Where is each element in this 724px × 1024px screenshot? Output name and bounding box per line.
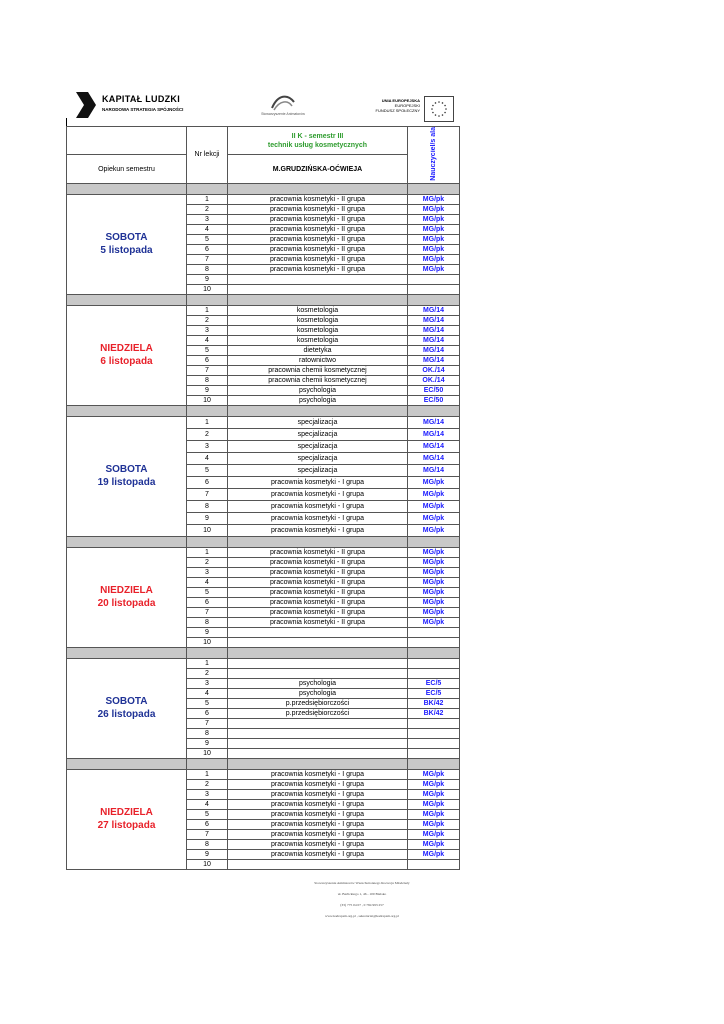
teacher-cell: EC/5 — [408, 678, 460, 688]
teacher-cell: MG/pk — [408, 567, 460, 577]
separator-cell — [228, 183, 408, 194]
day-date: 5 listopada — [100, 245, 153, 257]
day-separator — [67, 294, 460, 305]
separator-cell — [408, 647, 460, 658]
separator-cell — [67, 647, 187, 658]
teacher-cell: MG/14 — [408, 325, 460, 335]
subject-cell: pracownia kosmetyki - II grupa — [228, 194, 408, 204]
teacher-cell: MG/pk — [408, 839, 460, 849]
teacher-cell: BK/42 — [408, 698, 460, 708]
teacher-cell: MG/pk — [408, 819, 460, 829]
teacher-cell: MG/14 — [408, 452, 460, 464]
day-separator — [67, 183, 460, 194]
teacher-cell — [408, 274, 460, 284]
teacher-cell: MG/pk — [408, 264, 460, 274]
teacher-cell: EC/50 — [408, 395, 460, 405]
teacher-cell: EC/5 — [408, 688, 460, 698]
subject-cell: pracownia kosmetyki - I grupa — [228, 809, 408, 819]
subject-cell: pracownia kosmetyki - II grupa — [228, 567, 408, 577]
subject-cell: pracownia kosmetyki - II grupa — [228, 264, 408, 274]
teacher-cell: MG/14 — [408, 428, 460, 440]
lesson-number: 1 — [187, 658, 228, 668]
teacher-cell: MG/pk — [408, 224, 460, 234]
separator-cell — [228, 647, 408, 658]
subject-cell: pracownia kosmetyki - II grupa — [228, 244, 408, 254]
lesson-number: 6 — [187, 476, 228, 488]
separator-cell — [228, 758, 408, 769]
footer — [0, 878, 724, 922]
lesson-number: 3 — [187, 789, 228, 799]
table-row — [67, 547, 460, 557]
subject-cell — [228, 718, 408, 728]
subject-cell: pracownia kosmetyki - II grupa — [228, 214, 408, 224]
table-row — [67, 416, 460, 428]
lesson-number: 7 — [187, 607, 228, 617]
teacher-cell: MG/pk — [408, 799, 460, 809]
lesson-number: 10 — [187, 524, 228, 536]
subject-cell: pracownia kosmetyki - I grupa — [228, 849, 408, 859]
subject-cell: kosmetologia — [228, 315, 408, 325]
subject-cell: pracownia kosmetyki - II grupa — [228, 224, 408, 234]
teacher-cell — [408, 748, 460, 758]
lesson-number: 4 — [187, 224, 228, 234]
teacher-cell: MG/pk — [408, 557, 460, 567]
day-date: 19 listopada — [97, 477, 156, 489]
table-row — [67, 658, 460, 668]
teacher-cell: MG/pk — [408, 809, 460, 819]
day-date: 27 listopada — [97, 820, 156, 832]
day-name: SOBOTA — [105, 696, 148, 708]
lesson-number: 9 — [187, 512, 228, 524]
teacher-cell — [408, 627, 460, 637]
lesson-number: 4 — [187, 335, 228, 345]
teacher-cell: MG/pk — [408, 194, 460, 204]
lesson-number: 7 — [187, 365, 228, 375]
lesson-number: 10 — [187, 748, 228, 758]
lesson-number: 10 — [187, 637, 228, 647]
lesson-number: 1 — [187, 194, 228, 204]
lesson-number: 6 — [187, 708, 228, 718]
day-cell — [67, 547, 187, 647]
teacher-cell: MG/pk — [408, 617, 460, 627]
teacher-cell: MG/pk — [408, 214, 460, 224]
lesson-number: 6 — [187, 355, 228, 365]
subject-cell: pracownia kosmetyki - II grupa — [228, 597, 408, 607]
lesson-number: 9 — [187, 385, 228, 395]
lesson-number: 5 — [187, 587, 228, 597]
teacher-cell — [408, 728, 460, 738]
eu-logo — [370, 96, 452, 122]
separator-cell — [67, 294, 187, 305]
teacher-cell: MG/pk — [408, 597, 460, 607]
lesson-number: 2 — [187, 428, 228, 440]
subject-cell: pracownia kosmetyki - I grupa — [228, 500, 408, 512]
lesson-number: 6 — [187, 819, 228, 829]
eu-flag-icon — [424, 96, 454, 122]
separator-cell — [67, 405, 187, 416]
teacher-cell — [408, 658, 460, 668]
eu-star-icon — [444, 105, 446, 107]
lesson-number: 3 — [187, 325, 228, 335]
teacher-cell: MG/pk — [408, 524, 460, 536]
subject-cell: pracownia kosmetyki - II grupa — [228, 557, 408, 567]
lesson-number: 10 — [187, 859, 228, 869]
teacher-header-label: Nauczyciel/s ala — [430, 127, 437, 181]
subject-cell — [228, 668, 408, 678]
lesson-number: 9 — [187, 849, 228, 859]
teacher-cell: MG/14 — [408, 464, 460, 476]
subject-cell: pracownia kosmetyki - II grupa — [228, 204, 408, 214]
lesson-number: 1 — [187, 547, 228, 557]
teacher-cell — [408, 859, 460, 869]
subject-cell: ratownictwo — [228, 355, 408, 365]
teacher-cell — [408, 637, 460, 647]
separator-cell — [228, 405, 408, 416]
lesson-number: 4 — [187, 452, 228, 464]
separator-cell — [187, 405, 228, 416]
day-date: 20 listopada — [97, 598, 156, 610]
eu-star-icon — [445, 108, 447, 110]
subject-cell — [228, 627, 408, 637]
subject-cell: specjalizacja — [228, 440, 408, 452]
lesson-number: 5 — [187, 234, 228, 244]
day-cell — [67, 194, 187, 294]
teacher-cell — [408, 738, 460, 748]
subject-cell: psychologia — [228, 395, 408, 405]
kapital-ludzki-icon — [76, 92, 96, 118]
teacher-cell: MG/pk — [408, 234, 460, 244]
lesson-number: 8 — [187, 728, 228, 738]
subject-cell: kosmetologia — [228, 305, 408, 315]
subject-cell — [228, 859, 408, 869]
table-row — [67, 194, 460, 204]
eu-line-1: UNIA EUROPEJSKA — [381, 98, 420, 103]
teacher-cell: MG/pk — [408, 779, 460, 789]
subject-cell: pracownia kosmetyki - I grupa — [228, 524, 408, 536]
subject-cell: pracownia kosmetyki - II grupa — [228, 254, 408, 264]
subject-cell: pracownia kosmetyki - I grupa — [228, 488, 408, 500]
subject-cell: psychologia — [228, 385, 408, 395]
subject-cell: psychologia — [228, 678, 408, 688]
day-cell — [67, 769, 187, 869]
teacher-cell: EC/50 — [408, 385, 460, 395]
lesson-number: 9 — [187, 627, 228, 637]
subject-cell: specjalizacja — [228, 428, 408, 440]
association-logo — [258, 92, 308, 122]
lesson-number: 8 — [187, 500, 228, 512]
eu-star-icon — [442, 114, 444, 116]
separator-cell — [187, 294, 228, 305]
lesson-number: 8 — [187, 839, 228, 849]
subject-cell: pracownia kosmetyki - II grupa — [228, 587, 408, 597]
subject-cell: pracownia kosmetyki - II grupa — [228, 547, 408, 557]
teacher-cell — [408, 284, 460, 294]
separator-cell — [408, 183, 460, 194]
lesson-number: 5 — [187, 698, 228, 708]
table-row — [67, 769, 460, 779]
day-date: 6 listopada — [100, 356, 153, 368]
association-logo-text: Stowarzyszenie Animatorów — [261, 112, 305, 116]
teacher-header — [408, 127, 460, 184]
day-name: SOBOTA — [105, 464, 148, 476]
subject-cell — [228, 274, 408, 284]
class-header-line-1: II K - semestr III — [291, 132, 344, 140]
lesson-number: 2 — [187, 315, 228, 325]
subject-cell: pracownia kosmetyki - I grupa — [228, 819, 408, 829]
lesson-number: 5 — [187, 345, 228, 355]
footer-line-4: www.kadrapsm.org.pl , sekretariat@kadrapsm.org.pl — [324, 914, 400, 918]
lesson-number: 5 — [187, 464, 228, 476]
separator-cell — [187, 758, 228, 769]
subject-cell: specjalizacja — [228, 416, 408, 428]
teacher-cell: BK/42 — [408, 708, 460, 718]
lesson-number: 8 — [187, 375, 228, 385]
subject-cell: pracownia chemii kosmetycznej — [228, 375, 408, 385]
teacher-cell: MG/pk — [408, 769, 460, 779]
class-header — [228, 127, 408, 155]
teacher-cell: MG/pk — [408, 244, 460, 254]
lesson-number: 2 — [187, 779, 228, 789]
separator-cell — [408, 758, 460, 769]
teacher-cell — [408, 668, 460, 678]
footer-line-3: (33) 775 04 07 , 0 784 993 257 — [340, 903, 384, 907]
footer-line-1: Stowarzyszenie Animatorów Wszechstronnego Rozwoju Młodzieży — [314, 881, 410, 885]
day-name: NIEDZIELA — [100, 807, 153, 819]
header-logos — [0, 0, 724, 125]
separator-cell — [408, 405, 460, 416]
subject-cell — [228, 284, 408, 294]
separator-cell — [67, 183, 187, 194]
teacher-cell: MG/pk — [408, 789, 460, 799]
table-row — [67, 305, 460, 315]
subject-cell: p.przedsiębiorczości — [228, 708, 408, 718]
subject-cell: pracownia kosmetyki - I grupa — [228, 799, 408, 809]
kapital-ludzki-title: KAPITAŁ LUDZKI — [102, 94, 181, 104]
lesson-number: 7 — [187, 829, 228, 839]
eu-star-icon — [431, 108, 433, 110]
subject-cell — [228, 637, 408, 647]
subject-cell: p.przedsiębiorczości — [228, 698, 408, 708]
lesson-number: 2 — [187, 557, 228, 567]
header-row-1 — [67, 127, 460, 155]
lesson-number: 1 — [187, 305, 228, 315]
teacher-cell: MG/14 — [408, 440, 460, 452]
day-name: SOBOTA — [105, 232, 148, 244]
day-date: 26 listopada — [97, 709, 156, 721]
subject-cell: kosmetologia — [228, 325, 408, 335]
teacher-cell: MG/pk — [408, 607, 460, 617]
subject-cell: kosmetologia — [228, 335, 408, 345]
subject-cell: pracownia kosmetyki - II grupa — [228, 607, 408, 617]
lesson-number: 6 — [187, 244, 228, 254]
eu-star-icon — [442, 102, 444, 104]
separator-cell — [187, 183, 228, 194]
eu-line-2: EUROPEJSKI — [394, 103, 420, 108]
eu-star-icon — [438, 101, 440, 103]
class-header-line-2: technik usług kosmetycznych — [267, 141, 368, 149]
teacher-cell: MG/pk — [408, 204, 460, 214]
footer-line-2: ul. Barlickiego 1, 46 - 100 Bielsko — [337, 892, 387, 896]
lesson-number: 1 — [187, 416, 228, 428]
eu-star-icon — [438, 115, 440, 117]
teacher-cell: MG/pk — [408, 500, 460, 512]
teacher-cell: MG/pk — [408, 829, 460, 839]
teacher-cell: MG/pk — [408, 488, 460, 500]
lesson-number: 2 — [187, 204, 228, 214]
lesson-number: 9 — [187, 738, 228, 748]
separator-cell — [228, 536, 408, 547]
subject-cell: pracownia kosmetyki - I grupa — [228, 512, 408, 524]
tutor-label: Opiekun semestru — [67, 155, 187, 183]
teacher-cell: MG/14 — [408, 315, 460, 325]
day-name: NIEDZIELA — [100, 343, 153, 355]
teacher-cell: MG/pk — [408, 587, 460, 597]
lesson-number: 3 — [187, 214, 228, 224]
teacher-cell: MG/14 — [408, 416, 460, 428]
subject-cell: psychologia — [228, 688, 408, 698]
teacher-cell: MG/pk — [408, 849, 460, 859]
lesson-number: 4 — [187, 799, 228, 809]
lesson-number: 4 — [187, 688, 228, 698]
subject-cell: pracownia chemii kosmetycznej — [228, 365, 408, 375]
kapital-ludzki-subtitle: NARODOWA STRATEGIA SPÓJNOŚCI — [102, 107, 184, 112]
eu-logo-text — [370, 98, 420, 113]
subject-cell: pracownia kosmetyki - I grupa — [228, 839, 408, 849]
separator-cell — [228, 294, 408, 305]
teacher-cell: MG/pk — [408, 254, 460, 264]
separator-cell — [408, 536, 460, 547]
teacher-cell: MG/pk — [408, 476, 460, 488]
lesson-number: 10 — [187, 284, 228, 294]
day-cell — [67, 416, 187, 536]
subject-cell: pracownia kosmetyki - I grupa — [228, 829, 408, 839]
subject-cell: specjalizacja — [228, 464, 408, 476]
lesson-number: 3 — [187, 678, 228, 688]
subject-cell — [228, 658, 408, 668]
swirl-icon — [258, 92, 308, 112]
eu-star-icon — [435, 102, 437, 104]
lesson-number: 2 — [187, 668, 228, 678]
teacher-cell: MG/pk — [408, 512, 460, 524]
eu-star-icon — [444, 112, 446, 114]
teacher-cell — [408, 718, 460, 728]
lesson-number: 6 — [187, 597, 228, 607]
subject-cell — [228, 738, 408, 748]
day-separator — [67, 758, 460, 769]
separator-cell — [67, 758, 187, 769]
header-row-2 — [67, 155, 460, 183]
eu-star-icon — [432, 112, 434, 114]
teacher-cell: MG/14 — [408, 345, 460, 355]
lesson-number: 8 — [187, 264, 228, 274]
day-cell — [67, 305, 187, 405]
eu-line-3: FUNDUSZ SPOŁECZNY — [375, 108, 420, 113]
day-separator — [67, 536, 460, 547]
lesson-number: 5 — [187, 809, 228, 819]
tutor-name: M.GRUDZIŃSKA-OĆWIEJA — [228, 155, 408, 183]
lesson-number-header: Nr lekcji — [187, 127, 228, 184]
subject-cell: pracownia kosmetyki - II grupa — [228, 234, 408, 244]
eu-star-icon — [432, 105, 434, 107]
subject-cell: pracownia kosmetyki - II grupa — [228, 617, 408, 627]
separator-cell — [408, 294, 460, 305]
lesson-number: 3 — [187, 567, 228, 577]
lesson-number: 8 — [187, 617, 228, 627]
subject-cell — [228, 748, 408, 758]
teacher-cell: MG/14 — [408, 335, 460, 345]
teacher-cell: OK./14 — [408, 365, 460, 375]
teacher-cell: MG/pk — [408, 547, 460, 557]
lesson-number: 10 — [187, 395, 228, 405]
divider — [66, 118, 67, 126]
separator-cell — [67, 536, 187, 547]
day-separator — [67, 647, 460, 658]
subject-cell — [228, 728, 408, 738]
day-cell — [67, 658, 187, 758]
header-blank — [67, 127, 187, 155]
lesson-number: 7 — [187, 488, 228, 500]
subject-cell: pracownia kosmetyki - II grupa — [228, 577, 408, 587]
subject-cell: pracownia kosmetyki - I grupa — [228, 779, 408, 789]
subject-cell: pracownia kosmetyki - I grupa — [228, 769, 408, 779]
lesson-number: 3 — [187, 440, 228, 452]
subject-cell: specjalizacja — [228, 452, 408, 464]
subject-cell: pracownia kosmetyki - I grupa — [228, 789, 408, 799]
schedule-table — [66, 126, 460, 870]
teacher-cell: MG/pk — [408, 577, 460, 587]
lesson-number: 9 — [187, 274, 228, 284]
lesson-number: 4 — [187, 577, 228, 587]
day-separator — [67, 405, 460, 416]
day-name: NIEDZIELA — [100, 585, 153, 597]
teacher-cell: MG/14 — [408, 305, 460, 315]
separator-cell — [187, 536, 228, 547]
lesson-number: 1 — [187, 769, 228, 779]
kapital-ludzki-logo — [72, 88, 202, 124]
separator-cell — [187, 647, 228, 658]
eu-star-icon — [435, 114, 437, 116]
teacher-cell: OK./14 — [408, 375, 460, 385]
subject-cell: dietetyka — [228, 345, 408, 355]
lesson-number: 7 — [187, 254, 228, 264]
teacher-cell: MG/14 — [408, 355, 460, 365]
subject-cell: pracownia kosmetyki - I grupa — [228, 476, 408, 488]
lesson-number: 7 — [187, 718, 228, 728]
